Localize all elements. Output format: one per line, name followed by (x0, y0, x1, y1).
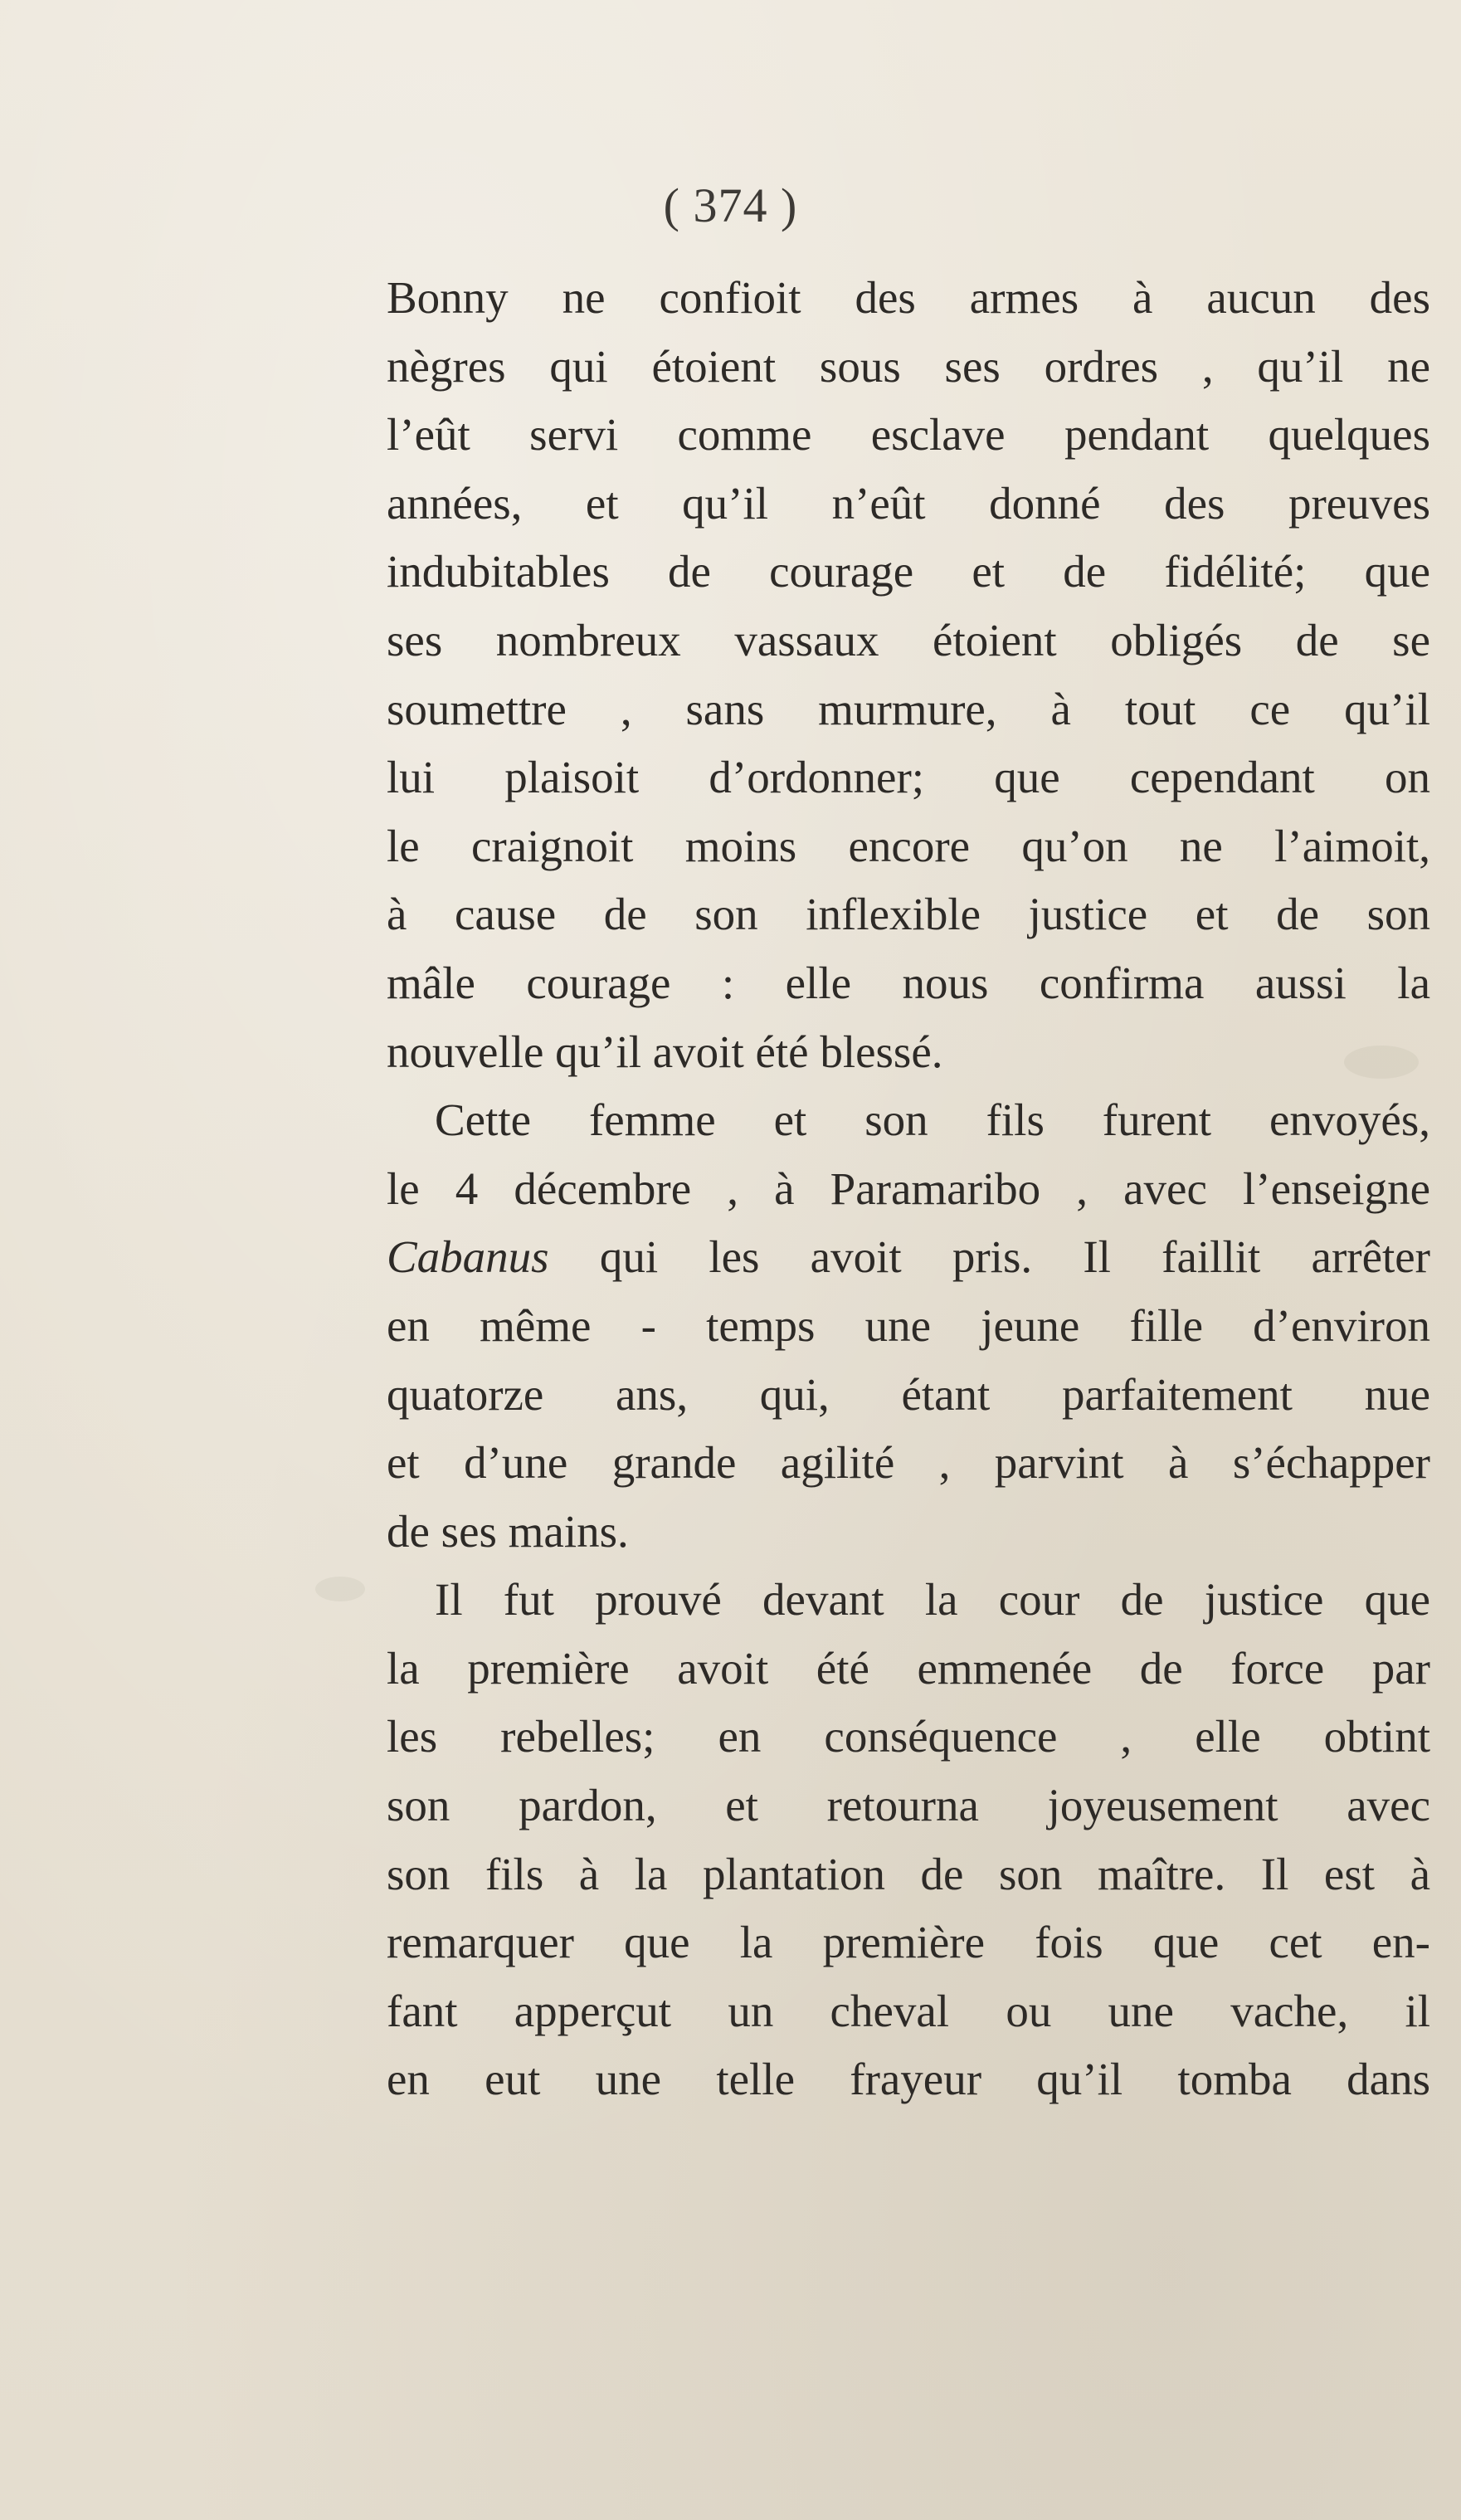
text-line: remarquer que la première fois que cet en- (387, 1917, 1430, 1968)
text-line: l’eût servi comme esclave pendant quelques (387, 409, 1430, 461)
text-line-italic-name: Cabanus qui les avoit pris. Il faillit arrêter (387, 1231, 1430, 1283)
text-line: son fils à la plantation de son maître. Il est à (387, 1848, 1430, 1899)
text-line: le 4 décembre , à Paramaribo , avec l’enseigne (387, 1163, 1430, 1214)
paragraph-end-line: de ses mains. (387, 1505, 629, 1557)
text-line: ses nombreux vassaux étoient obligés de se (387, 614, 1430, 665)
body-text (387, 264, 1430, 2114)
paper-stain (315, 1577, 365, 1601)
text-line: la première avoit été emmenée de force par (387, 1642, 1430, 1694)
text-line: et d’une grande agilité , parvint à s’échapper (387, 1437, 1430, 1489)
text-line: années, et qu’il n’eût donné des preuves (387, 477, 1430, 529)
text-line: Il fut prouvé devant la cour de justice que (435, 1574, 1430, 1626)
text-line: soumettre , sans murmure, à tout ce qu’il (387, 683, 1430, 734)
paragraph-end-line: nouvelle qu’il avoit été blessé. (387, 1026, 943, 1077)
page-number: ( 374 ) (663, 178, 798, 232)
text-line: nègres qui étoient sous ses ordres , qu’il ne (387, 340, 1430, 392)
text-line: indubitables de courage et de fidélité; que (387, 546, 1430, 597)
text-line: en eut une telle frayeur qu’il tomba dans (387, 2054, 1430, 2105)
text-line: en même - temps une jeune fille d’environ (387, 1299, 1430, 1351)
text-line: Bonny ne confioit des armes à aucun des (387, 272, 1430, 323)
text-line: son pardon, et retourna joyeusement avec (387, 1780, 1430, 1831)
text-line: à cause de son inflexible justice et de son (387, 889, 1430, 940)
text-line: mâle courage : elle nous confirma aussi la (387, 957, 1430, 1008)
text-line: quatorze ans, qui, étant parfaitement nue (387, 1368, 1430, 1420)
text-line: fant apperçut un cheval ou une vache, il (387, 1985, 1430, 2036)
text-line: lui plaisoit d’ordonner; que cependant on (387, 752, 1430, 803)
text-line: Cette femme et son fils furent envoyés, (435, 1094, 1430, 1146)
text-line: le craignoit moins encore qu’on ne l’aimoit, (387, 820, 1430, 871)
text-line: les rebelles; en conséquence , elle obtint (387, 1711, 1430, 1762)
